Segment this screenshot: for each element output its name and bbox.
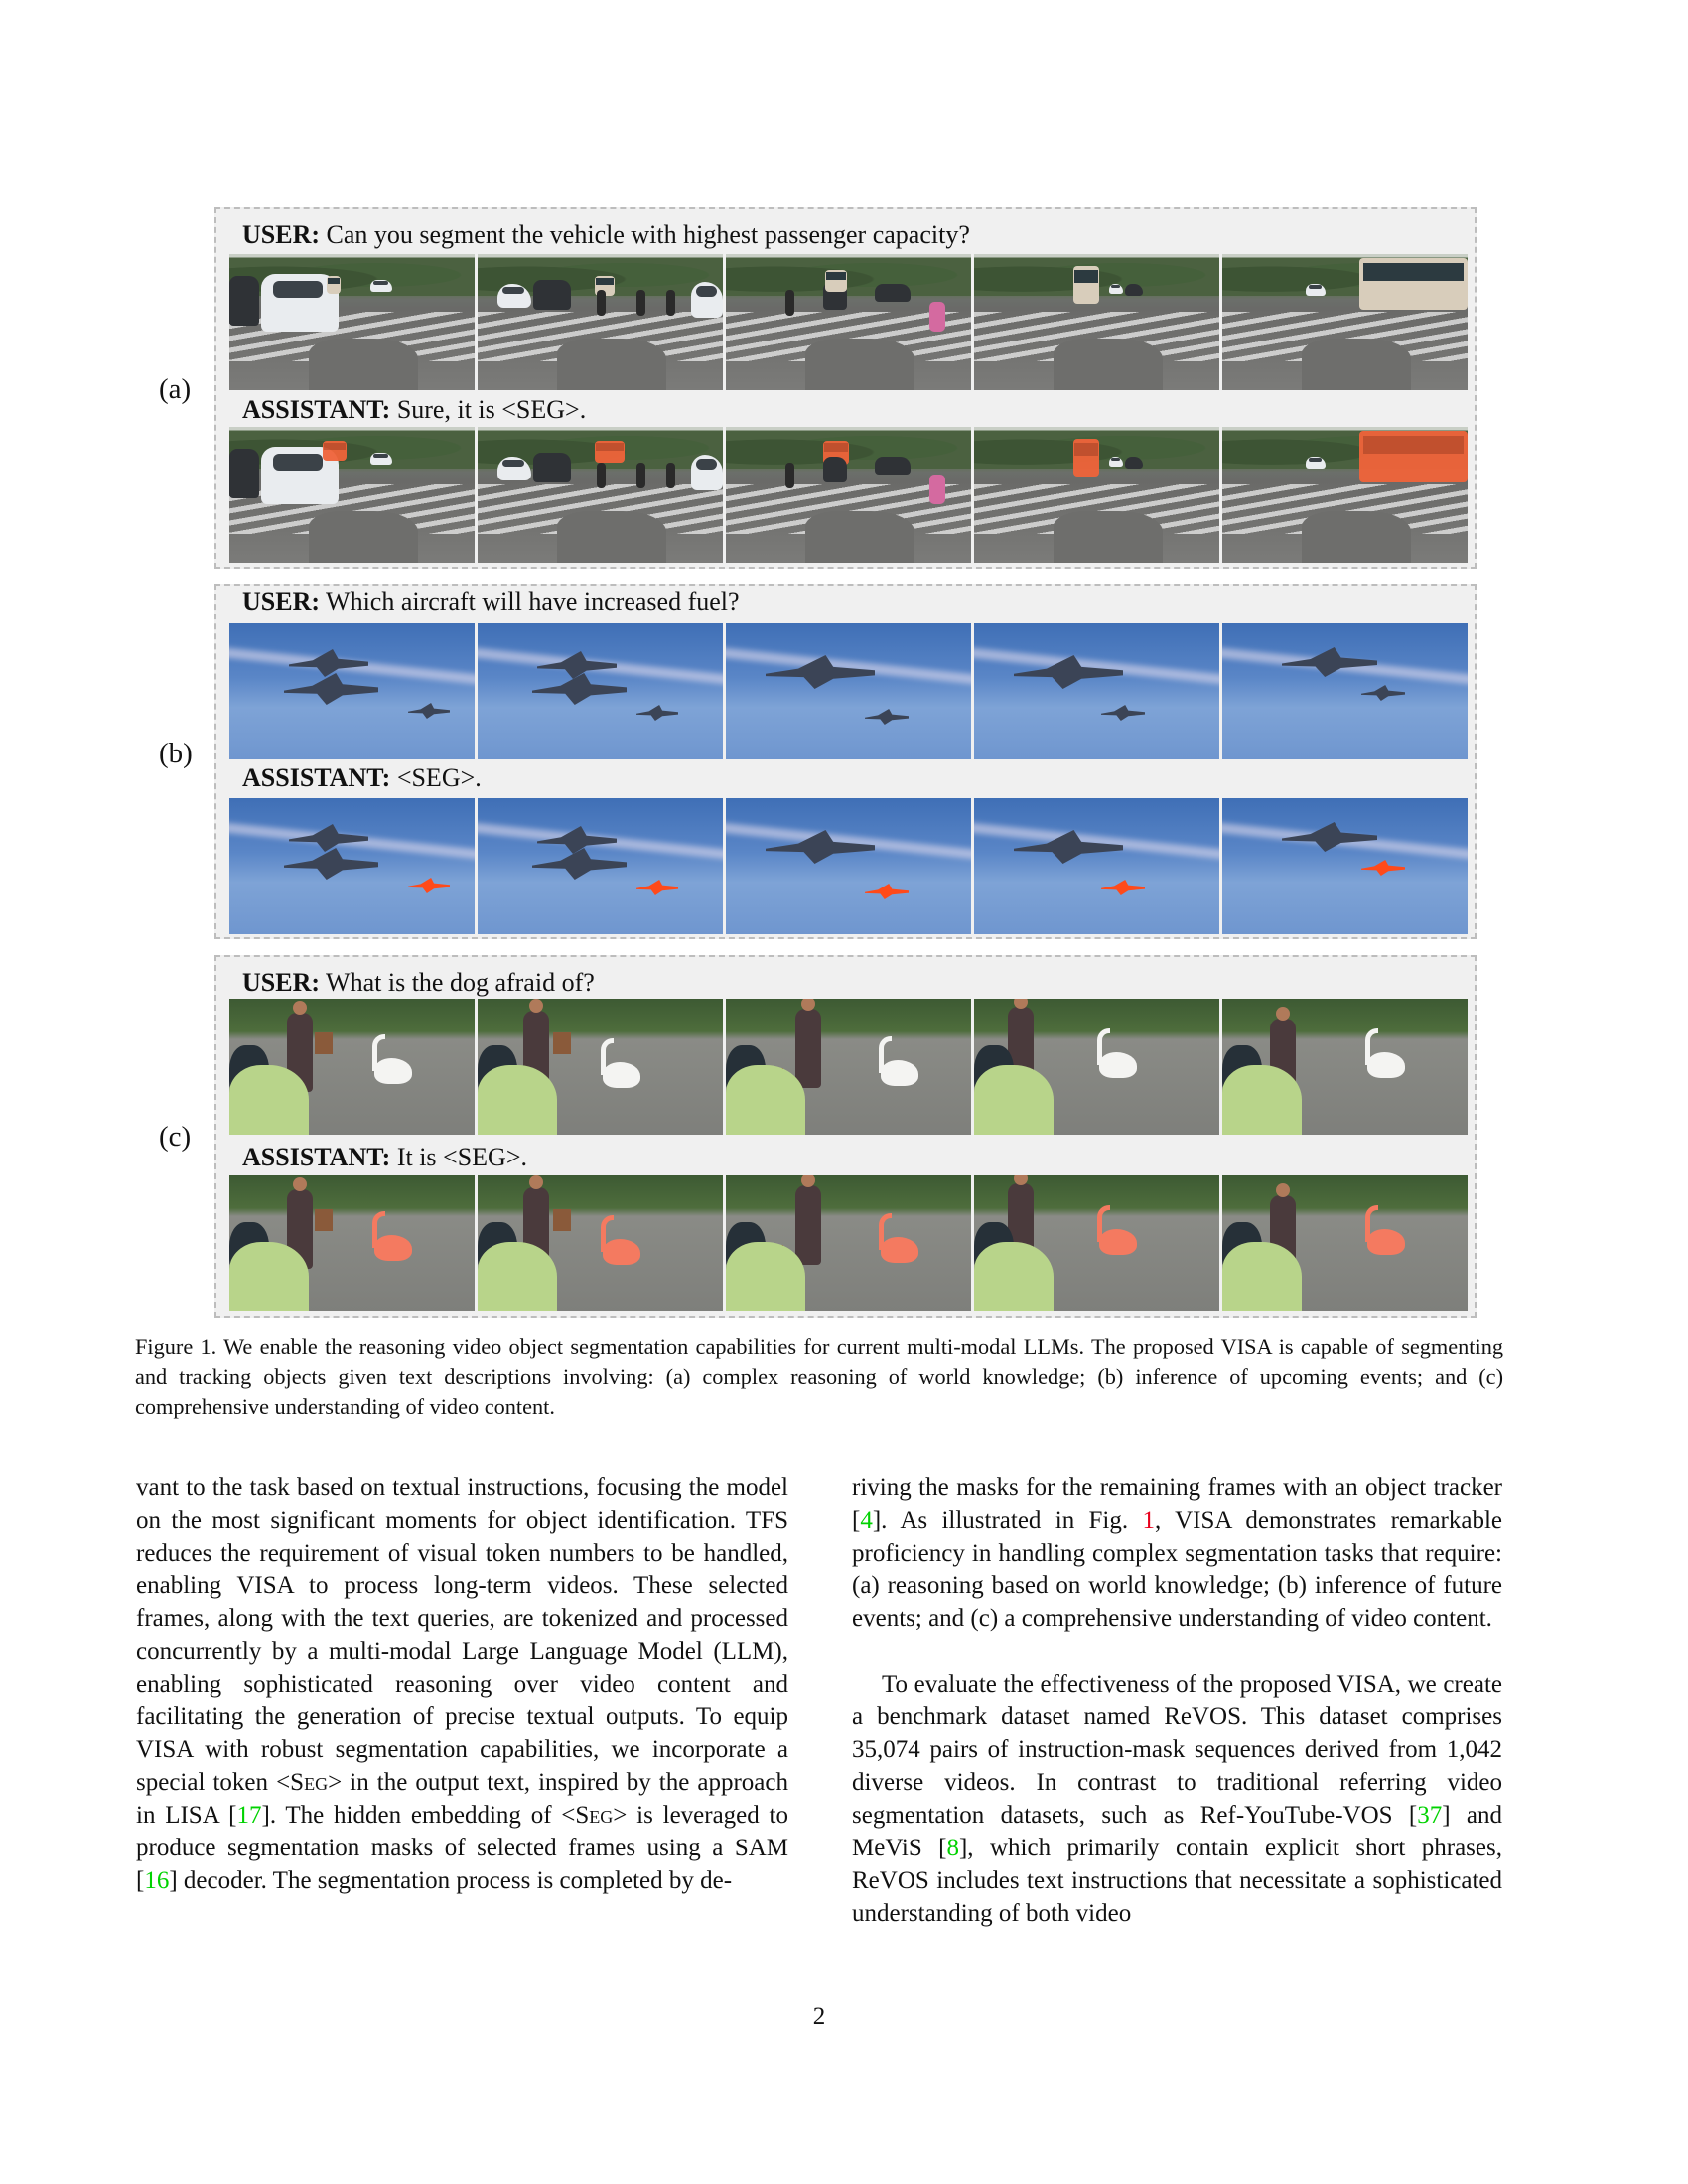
panel-label-c: (c) bbox=[159, 1121, 192, 1153]
segmented-frame bbox=[726, 798, 971, 934]
body-column-left bbox=[136, 1471, 788, 1897]
segmented-frame bbox=[1222, 1175, 1468, 1311]
figure-reference-link[interactable]: 1 bbox=[1142, 1507, 1155, 1534]
video-frame bbox=[1222, 254, 1468, 390]
segmented-frame bbox=[229, 798, 475, 934]
panel-a bbox=[214, 207, 1477, 569]
page-number: 2 bbox=[812, 2003, 826, 2030]
seg-token: <Seg> bbox=[561, 1802, 628, 1829]
segmented-frame bbox=[478, 798, 723, 934]
video-frame bbox=[726, 999, 971, 1135]
segmented-frame bbox=[974, 427, 1219, 563]
panel-b bbox=[214, 584, 1477, 939]
user-tag: USER: bbox=[242, 587, 321, 615]
input-frames-c bbox=[229, 999, 1468, 1135]
input-frames-b bbox=[229, 623, 1468, 759]
assistant-text: <SEG>. bbox=[390, 763, 482, 792]
panel-label-a: (a) bbox=[159, 373, 192, 405]
assistant-tag: ASSISTANT: bbox=[242, 1143, 391, 1171]
paragraph: vant to the task based on textual instructions, focusing the model on the most significant moments for object identification. TFS reduces the requirement of visual token numbers to be handled, enabling VISA to process long-term videos. These selected frames, along with the text queries, are tokenized and processed concurrently by a multi-modal Large Language Model (LLM), enabling sophisticated reasoning over video content and facilitating the generation of precise textual outputs. To equip VISA with robust segmentation capabilities, we incorporate a special token <Seg> in the output text, inspired by the approach in LISA [17]. The hidden embedding of <Seg> is leveraged to produce segmentation masks of selected frames using a SAM [16] decoder. The segmentation process is completed by de- bbox=[136, 1474, 788, 1894]
segmented-frame bbox=[974, 798, 1219, 934]
figure-caption: Figure 1. We enable the reasoning video object segmentation capabilities for current multi-modal LLMs. The proposed VISA is capable of segmenting and tracking objects given text descriptions involving: (a) complex reasoning of world knowledge; (b) inference of upcoming events; and (c) comprehensive understanding of video content. bbox=[135, 1334, 1503, 1419]
citation-link[interactable]: 17 bbox=[236, 1802, 262, 1829]
video-frame bbox=[974, 254, 1219, 390]
video-frame bbox=[726, 623, 971, 759]
segmented-frame bbox=[1222, 798, 1468, 934]
segmented-frame bbox=[229, 1175, 475, 1311]
segmented-frame bbox=[478, 1175, 723, 1311]
assistant-reply-b bbox=[242, 765, 482, 791]
segmented-frame bbox=[726, 427, 971, 563]
user-tag: USER: bbox=[242, 968, 321, 997]
assistant-reply-a bbox=[242, 397, 586, 423]
video-frame bbox=[478, 254, 723, 390]
user-text: Can you segment the vehicle with highest passenger capacity? bbox=[320, 220, 970, 249]
assistant-reply-c bbox=[242, 1145, 527, 1170]
video-frame bbox=[1222, 999, 1468, 1135]
body-column-right bbox=[852, 1471, 1502, 1930]
video-frame bbox=[974, 623, 1219, 759]
segmented-frame bbox=[478, 427, 723, 563]
seg-token: <Seg> bbox=[276, 1769, 343, 1796]
segmented-frame bbox=[229, 427, 475, 563]
video-frame bbox=[974, 999, 1219, 1135]
input-frames-a bbox=[229, 254, 1468, 390]
video-frame bbox=[478, 623, 723, 759]
assistant-text: Sure, it is <SEG>. bbox=[390, 395, 587, 424]
panel-c bbox=[214, 955, 1477, 1318]
output-frames-b bbox=[229, 798, 1468, 934]
output-frames-c bbox=[229, 1175, 1468, 1311]
user-prompt-a bbox=[242, 222, 970, 248]
user-text: Which aircraft will have increased fuel? bbox=[320, 587, 740, 615]
segmented-frame bbox=[726, 1175, 971, 1311]
assistant-tag: ASSISTANT: bbox=[242, 763, 391, 792]
citation-link[interactable]: 8 bbox=[946, 1835, 959, 1861]
panel-label-b: (b) bbox=[159, 738, 193, 769]
citation-link[interactable]: 37 bbox=[1417, 1802, 1443, 1829]
paragraph-gap bbox=[852, 1635, 1502, 1668]
segmented-frame bbox=[974, 1175, 1219, 1311]
video-frame bbox=[229, 623, 475, 759]
citation-link[interactable]: 16 bbox=[144, 1867, 170, 1894]
segmented-frame bbox=[1222, 427, 1468, 563]
paragraph: To evaluate the effectiveness of the proposed VISA, we create a benchmark dataset named ReVOS. This dataset comprises 35,074 pairs of instruction-mask sequences derived from 1,042 diverse videos. In contrast to traditional referring video segmentation datasets, such as Ref-YouTube-VOS [37] and MeViS [8], which primarily contain explicit short phrases, ReVOS includes text instructions that necessitate a sophisticated understanding of both video bbox=[852, 1671, 1503, 1927]
video-frame bbox=[1222, 623, 1468, 759]
assistant-tag: ASSISTANT: bbox=[242, 395, 391, 424]
citation-link[interactable]: 4 bbox=[860, 1507, 873, 1534]
output-frames-a bbox=[229, 427, 1468, 563]
video-frame bbox=[229, 254, 475, 390]
user-text: What is the dog afraid of? bbox=[320, 968, 595, 997]
video-frame bbox=[229, 999, 475, 1135]
user-prompt-b bbox=[242, 589, 740, 614]
video-frame bbox=[726, 254, 971, 390]
video-frame bbox=[478, 999, 723, 1135]
paragraph: riving the masks for the remaining frames with an object tracker [4]. As illustrated in Fig. 1, VISA demonstrates remarkable proficiency in handling complex segmentation tasks that require: (a) reasoning based on world knowledge; (b) inference of future events; and (c) a comprehensive understanding of video content. bbox=[852, 1474, 1503, 1632]
assistant-text: It is <SEG>. bbox=[390, 1143, 527, 1171]
user-prompt-c bbox=[242, 970, 595, 996]
user-tag: USER: bbox=[242, 220, 321, 249]
